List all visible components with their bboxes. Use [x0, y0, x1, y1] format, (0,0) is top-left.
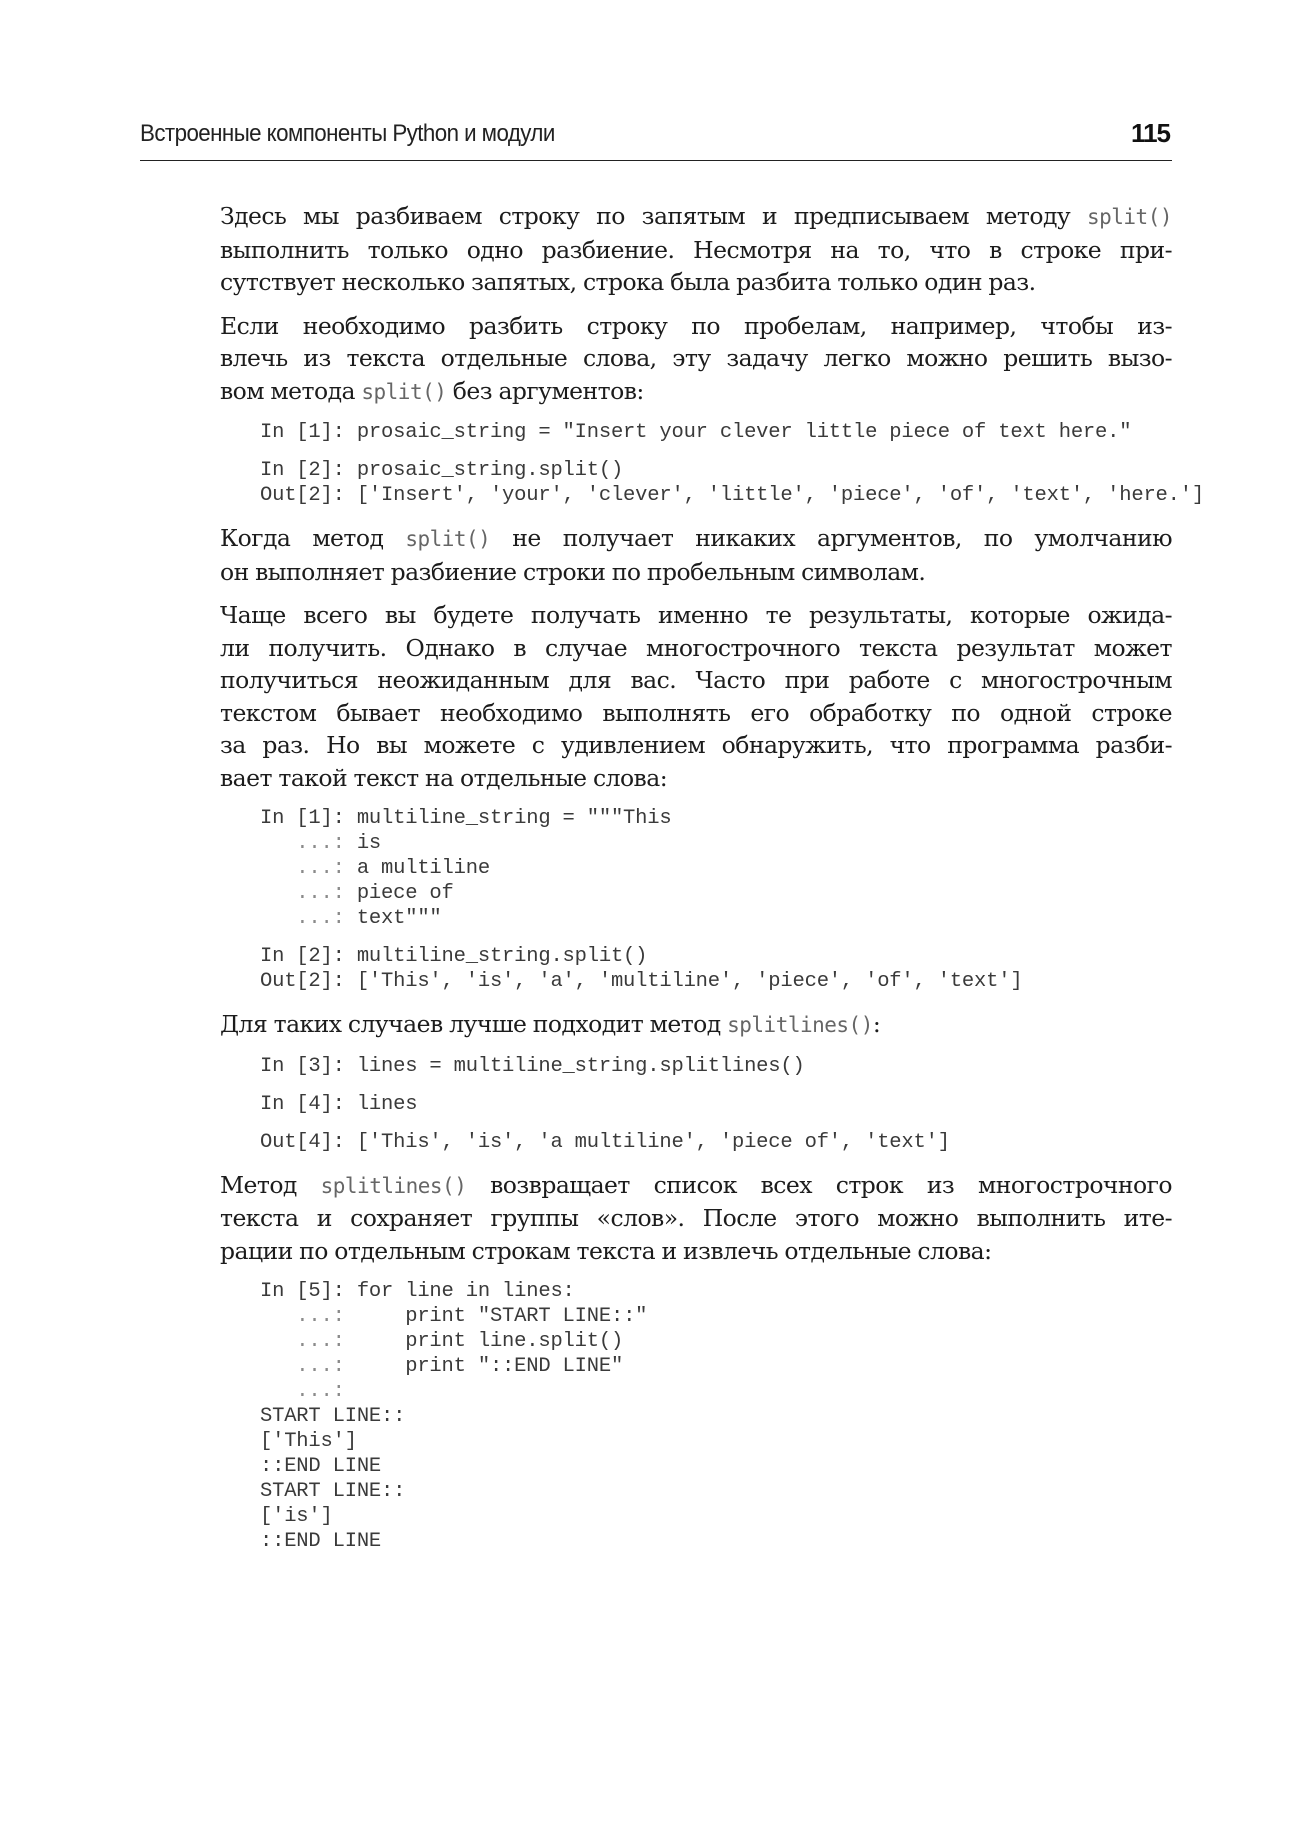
paragraph-line — [220, 1169, 1172, 1203]
running-title: Встроенные компоненты Python и модули — [140, 120, 555, 147]
code-line: START LINE:: — [260, 1480, 406, 1503]
inline-code: split() — [361, 379, 447, 404]
paragraph-line — [220, 556, 1172, 589]
paragraph-line — [220, 310, 1172, 343]
paragraph-line — [220, 697, 1172, 730]
code-cell — [260, 1054, 1172, 1079]
paragraph-line — [220, 266, 1172, 299]
code-line: Out[2]: ['Insert', 'your', 'clever', 'little', 'piece', 'of', 'text', 'here.'] — [260, 484, 1204, 507]
text-run: влечь из текста отдельные слова, эту задачу легко можно решить вызо- — [220, 344, 1172, 372]
page-number: 115 — [1131, 118, 1170, 148]
text-run: Когда метод — [220, 524, 406, 552]
code-line: Out[2]: ['This', 'is', 'a', 'multiline', 'piece', 'of', 'text'] — [260, 970, 1023, 993]
page-body — [220, 200, 1204, 1568]
text-run: Для таких случаев лучше подходит метод — [220, 1010, 728, 1038]
code-cell — [260, 458, 1204, 508]
text-run: Если необходимо разбить строку по пробелам, например, чтобы из- — [220, 311, 1172, 340]
code-line: ::END LINE — [260, 1455, 382, 1478]
continuation-prompt: ...: — [260, 907, 345, 930]
text-run: он выполняет разбиение строки по пробельным символам. — [220, 557, 926, 586]
code-line: In [3]: lines = multiline_string.splitlines() — [260, 1054, 805, 1078]
paragraph-line — [220, 1202, 1172, 1235]
paragraph-line — [220, 664, 1172, 697]
text-run: за раз. Но вы можете с удивлением обнаружить, что программа разби- — [220, 731, 1172, 759]
code-cell — [260, 1279, 1172, 1554]
inline-code: split() — [405, 527, 491, 551]
code-block — [260, 1054, 1172, 1155]
page-header — [140, 118, 1172, 161]
code-line: ::END LINE — [260, 1530, 382, 1553]
text-run: без аргументов: — [446, 376, 644, 405]
code-cell — [260, 1130, 1172, 1155]
text-run: текста и сохраняет группы «слов». После этого можно выполнить ите- — [220, 1204, 1172, 1232]
continuation-prompt: ...: — [260, 857, 345, 880]
code-block — [260, 806, 1172, 994]
code-block — [260, 420, 1204, 508]
paragraph — [220, 310, 1172, 409]
text-run: не получает никаких аргументов, по умолчанию — [490, 524, 1172, 552]
paragraph-line — [220, 342, 1172, 375]
paragraph-line — [220, 599, 1172, 632]
paragraph-line — [220, 632, 1172, 665]
code-line: ...: a multiline — [260, 857, 490, 880]
inline-code: split() — [1086, 205, 1172, 229]
code-line: ...: is — [260, 832, 382, 855]
paragraph-line — [220, 1235, 1172, 1268]
text-run: вом метода — [220, 376, 362, 405]
paragraph-line — [220, 200, 1172, 234]
paragraph — [220, 599, 1172, 794]
text-run: текстом бывает необходимо выполнять его обработку по одной строке — [220, 698, 1172, 727]
code-line: ['is'] — [260, 1505, 333, 1528]
code-line: ...: print "START LINE::" — [260, 1305, 648, 1328]
text-run: получиться неожиданным для вас. Часто при работе с многострочным — [220, 666, 1172, 694]
code-cell — [260, 420, 1172, 445]
continuation-prompt: ...: — [260, 1330, 345, 1353]
inline-code: splitlines() — [727, 1013, 873, 1037]
paragraph-line — [220, 375, 1172, 409]
text-run: Метод — [220, 1170, 321, 1199]
text-run: Здесь мы разбиваем строку по запятым и предписываем методу — [220, 202, 1087, 230]
text-run: рации по отдельным строкам текста и извлечь отдельные слова: — [220, 1236, 992, 1265]
paragraph-line — [220, 1008, 1172, 1042]
code-block — [260, 1279, 1172, 1554]
text-run: Чаще всего вы будете получать именно те результаты, которые ожида- — [220, 601, 1172, 629]
code-line: In [2]: multiline_string.split() — [260, 945, 648, 968]
continuation-prompt: ...: — [260, 1305, 345, 1328]
text-run: возвращает список всех строк из многострочного — [466, 1170, 1172, 1199]
code-line: In [4]: lines — [260, 1092, 418, 1116]
text-run: : — [872, 1010, 881, 1038]
paragraph-line — [220, 522, 1172, 556]
paragraph — [220, 522, 1172, 588]
continuation-prompt: ...: — [260, 882, 345, 905]
code-cell — [260, 806, 1172, 931]
code-line: In [1]: prosaic_string = "Insert your clever little piece of text here." — [260, 421, 1132, 444]
code-line: ['This'] — [260, 1430, 357, 1453]
continuation-prompt: ...: — [260, 832, 345, 855]
paragraph — [220, 1169, 1172, 1268]
paragraph — [220, 200, 1172, 299]
code-line: In [2]: prosaic_string.split() — [260, 459, 624, 482]
continuation-prompt: ...: — [260, 1380, 345, 1403]
code-cell — [260, 1092, 1172, 1117]
code-line: ...: piece of — [260, 882, 454, 905]
text-run: вает такой текст на отдельные слова: — [220, 763, 668, 792]
code-line: ...: print line.split() — [260, 1330, 624, 1353]
code-line: ...: text""" — [260, 907, 442, 930]
code-line: START LINE:: — [260, 1405, 406, 1428]
code-line: ...: print "::END LINE" — [260, 1355, 624, 1378]
code-line: Out[4]: ['This', 'is', 'a multiline', 'piece of', 'text'] — [260, 1130, 950, 1154]
code-cell — [260, 944, 1172, 994]
paragraph-line — [220, 762, 1172, 795]
inline-code: splitlines() — [320, 1173, 467, 1198]
text-run: сутствует несколько запятых, строка была разбита только один раз. — [220, 268, 1036, 296]
code-line: In [5]: for line in lines: — [260, 1280, 575, 1303]
text-run: выполнить только одно разбиение. Несмотря на то, что в строке при- — [220, 235, 1172, 264]
code-line: In [1]: multiline_string = """This — [260, 807, 672, 830]
text-run: ли получить. Однако в случае многострочного текста результат может — [220, 633, 1172, 662]
code-line — [260, 1379, 1172, 1404]
continuation-prompt: ...: — [260, 1355, 345, 1378]
paragraph-line — [220, 729, 1172, 762]
paragraph — [220, 1008, 1172, 1042]
paragraph-line — [220, 234, 1172, 267]
